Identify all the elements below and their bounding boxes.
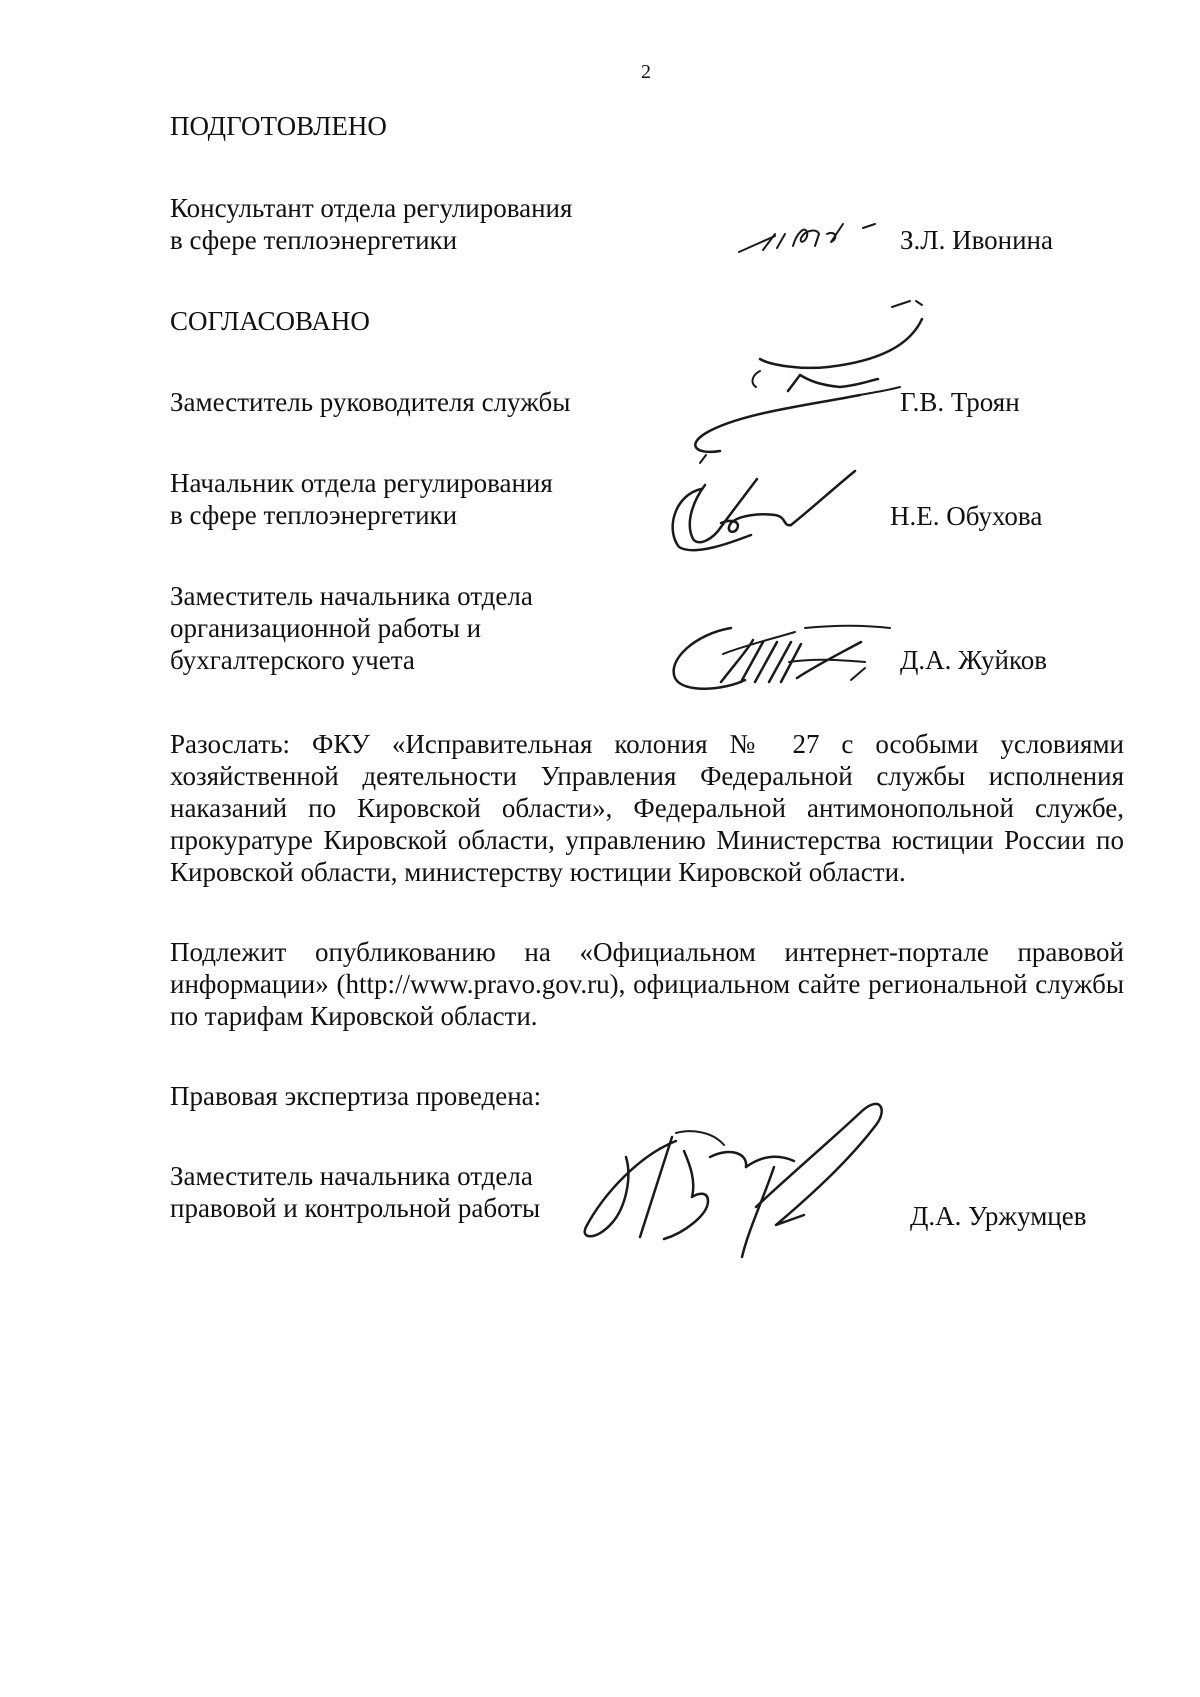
signatory-position-line: Заместитель начальника отдела: [170, 581, 533, 611]
prepared-heading: ПОДГОТОВЛЕНО: [170, 111, 387, 141]
signature-troyan: [660, 295, 940, 475]
prepared-position-line: Консультант отдела регулирования: [170, 193, 573, 223]
prepared-position: [170, 192, 572, 256]
signatory-position: [170, 467, 553, 531]
signatory-position: [170, 580, 533, 676]
signature-obukhova: [665, 465, 865, 555]
signatory-position-line: бухгалтерского учета: [170, 645, 415, 675]
signatory-position-line: Начальник отдела регулирования: [170, 468, 553, 498]
signatory-name: Г.В. Троян: [900, 387, 1020, 417]
legal-review-position-line: правовой и контрольной работы: [170, 1193, 541, 1223]
agreed-heading: СОГЛАСОВАНО: [170, 306, 370, 336]
signatory-name: Д.А. Жуйков: [900, 645, 1047, 675]
page-number: 2: [641, 61, 651, 83]
publication-paragraph: Подлежит опубликованию на «Официальном интернет-портале правовой информации» (http://www.pravo.gov.ru), официальном сайте региональной службы по тарифам Кировской области.: [170, 937, 1124, 1031]
legal-review-heading: Правовая экспертиза проведена:: [170, 1081, 542, 1111]
legal-review-position: [170, 1160, 540, 1224]
signatory-position-line: организационной работы и: [170, 613, 482, 643]
distribution-paragraph: Разослать: ФКУ «Исправительная колония № 27 с особыми условиями хозяйственной деятельности Управления Федеральной службы исполнения наказаний по Кировской области», Федеральной антимонопольной службе, прокуратуре Кировской области, управлению Министерства юстиции России по Кировской области, министерству юстиции Кировской области.: [170, 729, 1124, 887]
signatory-position: [170, 386, 570, 418]
signatory-position-line: в сфере теплоэнергетики: [170, 500, 458, 530]
signature-ivonina: [735, 212, 885, 272]
legal-review-name: Д.А. Уржумцев: [910, 1201, 1087, 1231]
legal-review-position-line: Заместитель начальника отдела: [170, 1161, 533, 1191]
signature-zhuykov: [665, 620, 905, 700]
signatory-position-line: Заместитель руководителя службы: [170, 387, 571, 417]
prepared-position-line: в сфере теплоэнергетики: [170, 225, 458, 255]
signature-urzhumtsev: [580, 1097, 910, 1262]
prepared-name: З.Л. Ивонина: [900, 225, 1053, 255]
signatory-name: Н.Е. Обухова: [890, 501, 1043, 531]
